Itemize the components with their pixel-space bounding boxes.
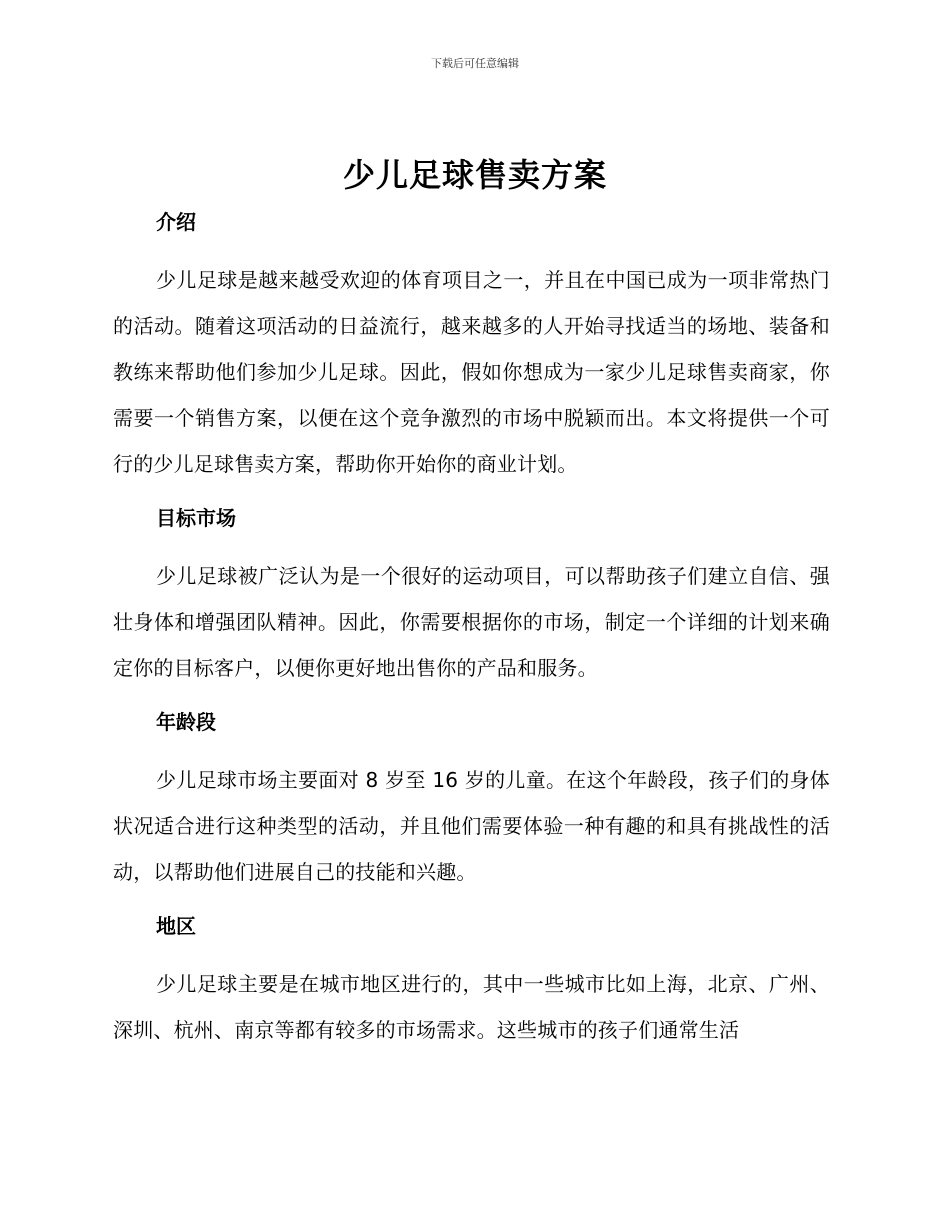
section-heading: 目标市场 <box>156 506 236 530</box>
document-body <box>113 203 830 1053</box>
section-introduction <box>113 203 830 487</box>
section-heading: 地区 <box>156 914 196 938</box>
section-paragraph: 少儿足球被广泛认为是一个很好的运动项目，可以帮助孩子们建立自信、强壮身体和增强团队精神。因此，你需要根据你的市场，制定一个详细的计划来确定你的目标客户，以便你更好地出售你的产品和服务。 <box>113 564 830 680</box>
section-heading: 介绍 <box>156 210 196 234</box>
section-paragraph: 少儿足球是越来越受欢迎的体育项目之一，并且在中国已成为一项非常热门的活动。随着这项活动的日益流行，越来越多的人开始寻找适当的场地、装备和教练来帮助他们参加少儿足球。因此，假如你想成为一家少儿足球售卖商家，你需要一个销售方案，以便在这个竞争激烈的市场中脱颖而出。本文将提供一个可行的少儿足球售卖方案，帮助你开始你的商业计划。 <box>113 268 830 476</box>
section-paragraph: 少儿足球主要是在城市地区进行的，其中一些城市比如上海，北京、广州、深圳、杭州、南京等都有较多的市场需求。这些城市的孩子们通常生活 <box>113 972 830 1042</box>
section-paragraph: 少儿足球市场主要面对 8 岁至 16 岁的儿童。在这个年龄段，孩子们的身体状况适合进行这种类型的活动，并且他们需要体验一种有趣的和具有挑战性的活动，以帮助他们进展自己的技能和兴趣。 <box>113 768 830 884</box>
section-heading: 年龄段 <box>156 710 216 734</box>
document-title: 少儿足球售卖方案 <box>342 156 607 194</box>
section-region <box>113 907 830 1053</box>
page-header: 下载后可任意编辑 <box>431 57 519 70</box>
section-age-group <box>113 703 830 895</box>
section-target-market <box>113 499 830 691</box>
